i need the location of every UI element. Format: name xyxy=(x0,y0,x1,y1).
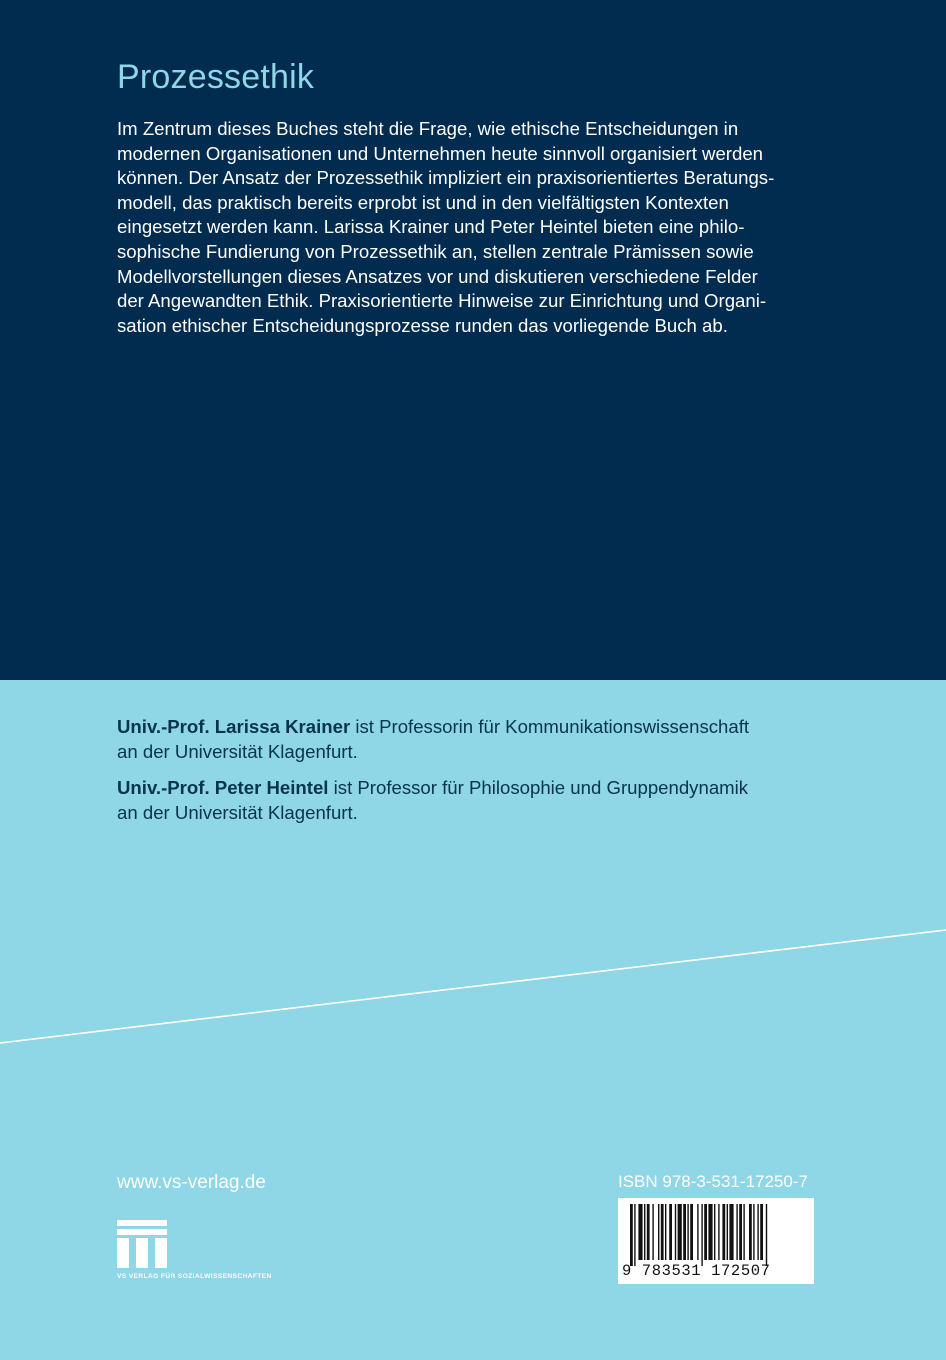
barcode-bar xyxy=(638,1204,642,1260)
barcode-bar xyxy=(652,1204,653,1260)
barcode-bar xyxy=(687,1204,688,1260)
publisher-url: www.vs-verlag.de xyxy=(117,1172,266,1193)
barcode-bar xyxy=(701,1204,702,1266)
barcode-digits: 9 783531 172507 xyxy=(622,1262,771,1280)
barcode-bar xyxy=(736,1204,737,1260)
barcode-bar xyxy=(729,1204,733,1260)
author-affiliation: an der Universität Klagenfurt. xyxy=(117,802,358,823)
barcode-bar xyxy=(630,1204,633,1266)
description-line: Im Zentrum dieses Buches steht die Frage, wie ethische Entscheidungen in xyxy=(117,118,739,139)
barcode-bar xyxy=(697,1204,698,1260)
barcode-bar xyxy=(661,1204,664,1260)
barcode-bar xyxy=(678,1204,682,1260)
author-description: ist Professorin für Kommunikationswissenschaft xyxy=(350,716,750,737)
book-description xyxy=(117,117,837,338)
barcode-bar xyxy=(634,1204,635,1266)
barcode-bar xyxy=(669,1204,672,1260)
barcode-bar xyxy=(708,1204,712,1260)
description-line: sophische Fundierung von Prozessethik an, stellen zentrale Prämissen sowie xyxy=(117,240,754,262)
description-line: der Angewandten Ethik. Praxisorientierte Hinweise zur Einrichtung und Organi- xyxy=(117,290,767,312)
barcode xyxy=(618,1198,814,1284)
barcode-bar xyxy=(757,1204,758,1260)
author-description: ist Professor für Philosophie und Gruppendynamik xyxy=(328,777,749,798)
barcode-bar xyxy=(644,1204,645,1260)
description-line: Modellvorstellungen dieses Ansatzes vor und diskutieren verschiedene Felder xyxy=(117,265,758,287)
barcode-bar xyxy=(714,1204,715,1260)
book-title: Prozessethik xyxy=(117,58,315,96)
description-line: eingesetzt werden kann. Larissa Krainer und Peter Heintel bieten eine philo- xyxy=(117,216,745,238)
barcode-bar xyxy=(753,1204,754,1260)
barcode-bar xyxy=(675,1204,676,1260)
description-line: modernen Organisationen und Unternehmen heute sinnvoll organisiert werden xyxy=(117,142,764,164)
diagonal-divider-line xyxy=(0,925,946,1045)
author-bio-krainer xyxy=(117,714,837,764)
author-bio-line xyxy=(117,714,837,739)
barcode-bar xyxy=(760,1204,763,1260)
barcode-bar xyxy=(727,1204,728,1260)
description-line: modell, das praktisch bereits erprobt ist und in den vielfältigsten Kontexten xyxy=(117,191,729,213)
author-bio-heintel xyxy=(117,775,837,825)
description-line: können. Der Ansatz der Prozessethik impliziert ein praxisorientiertes Beratungs- xyxy=(117,167,775,189)
barcode-bar xyxy=(665,1204,666,1260)
author-name: Univ.-Prof. Peter Heintel xyxy=(117,777,329,798)
publisher-name: VS VERLAG FÜR SOZIALWISSENSCHAFTEN xyxy=(117,1273,272,1280)
barcode-bar xyxy=(739,1204,742,1260)
barcode-bar xyxy=(743,1204,744,1260)
barcode-bar xyxy=(722,1204,725,1260)
barcode-bar xyxy=(704,1204,707,1260)
barcode-bar xyxy=(766,1204,767,1266)
description-line: sation ethischer Entscheidungsprozesse runden das vorliegende Buch ab. xyxy=(117,314,728,336)
author-name: Univ.-Prof. Larissa Krainer xyxy=(117,716,351,737)
barcode-bar xyxy=(718,1204,719,1260)
isbn-number: ISBN 978-3-531-17250-7 xyxy=(618,1172,808,1191)
author-bio-line xyxy=(117,775,837,800)
author-affiliation: an der Universität Klagenfurt. xyxy=(117,741,358,762)
barcode-bar xyxy=(647,1204,650,1260)
barcode-bar xyxy=(658,1204,659,1260)
barcode-bar xyxy=(683,1204,686,1260)
barcode-bar xyxy=(749,1204,752,1260)
barcode-bar xyxy=(690,1204,693,1260)
